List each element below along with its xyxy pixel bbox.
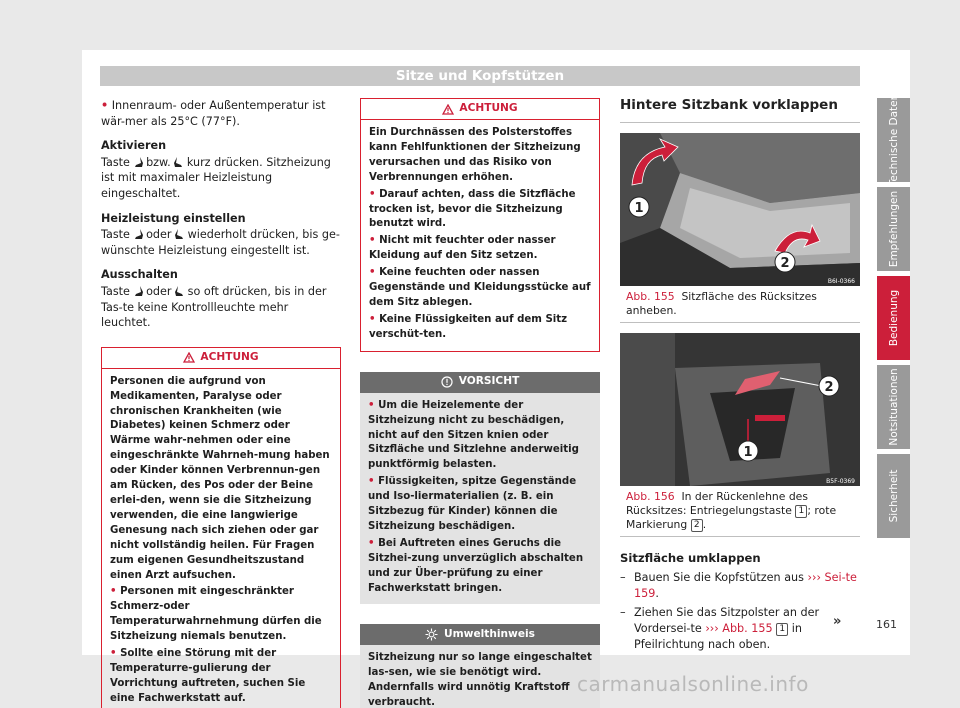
warning-header: ACHTUNG (361, 99, 599, 120)
backrest-release-image (620, 333, 860, 486)
heat-heading: Heizleistung einstellen (101, 211, 246, 225)
column-left (101, 98, 341, 708)
seat-heat-left-icon (134, 229, 143, 239)
tab-technische-daten[interactable]: Technische Daten (877, 98, 910, 182)
section-title: Hintere Sitzbank vorklappen (620, 98, 860, 123)
step-1: – Bauen Sie die Kopfstützen aus ››› Sei-te 159. (620, 571, 857, 600)
page-header: Sitze und Kopfstützen (100, 66, 860, 86)
page-reference-link[interactable]: ››› Sei-te 159 (634, 571, 857, 600)
ref-number: 1 (795, 505, 807, 518)
seat-heat-left-icon (134, 286, 143, 296)
warning-bullet: • Keine feuchten oder nassen Gegenstände und Kleidungsstücke auf dem Sitz ablegen. (369, 267, 591, 308)
environment-header: Umwelthinweis (360, 624, 600, 645)
warning-box-medical (101, 347, 341, 708)
warning-bullet: • Darauf achten, dass die Sitzfläche trocken ist, bevor die Sitzheizung benutzt wird. (369, 188, 576, 230)
figure-marker: 1 (634, 200, 644, 216)
column-middle (360, 98, 600, 708)
warning-bullet: • Sollte eine Störung mit der Temperaturre-gulierung der Vorrichtung auftreten, suchen Sie eine Fachwerkstatt auf. (110, 648, 306, 704)
figure-caption: Abb. 156 In der Rückenlehne des Rücksitzes: Entriegelungstaste 1 ; rote Markierung 2 . (620, 486, 860, 537)
seat-heat-right-icon (174, 157, 183, 167)
warning-text: Personen die aufgrund von Medikamenten, Paralyse oder chronischen Krankheiten (wie Diabetes) keinen Schmerz oder Wärme wahr-nehmen oder eine eingeschränkte Wahrneh-mung haben oder Kinder können Verbrennun-gen am Rücken, des Pos oder der Beine erlei-den, wenn sie die Sitzheizung verwenden, die eine langwierige Genesung nach sich ziehen oder gar nicht vollständig heilen. Für Fragen zum eigenen Gesundheitszustand einen Arzt aufsuchen. (110, 375, 330, 581)
sub-heading: Sitzfläche umklappen (620, 550, 761, 565)
caution-bullet: • Flüssigkeiten, spitze Gegenstände und Iso-liermaterialien (z. B. ein Sitzbezug für Kinder) können die Sitzheizung beschädigen. (368, 476, 577, 532)
column-right (620, 98, 860, 652)
step-2: – Ziehen Sie das Sitzpolster an der Vordersei-te ››› Abb. 155 1 in Pfeilrichtung nach oben. (620, 606, 820, 651)
seat-heat-right-icon (175, 229, 184, 239)
seat-heat-left-icon (134, 157, 143, 167)
intro-bullet: • Innenraum- oder Außentemperatur ist wär-mer als 25°C (77°F). (101, 99, 326, 128)
figure-marker: 2 (780, 255, 790, 271)
figure-marker: 1 (743, 444, 753, 460)
warning-body (102, 369, 340, 708)
warning-box-wet (360, 98, 600, 352)
warning-header: ACHTUNG (102, 348, 340, 369)
environment-icon (425, 628, 438, 641)
figure-code: B6I-0366 (827, 277, 855, 285)
seat-heat-right-icon (175, 286, 184, 296)
seat-cushion-image (620, 133, 860, 286)
watermark: carmanualsonline.info (577, 672, 809, 696)
warning-triangle-icon (442, 104, 454, 115)
figure-backrest-release (620, 333, 860, 486)
tab-bedienung[interactable]: Bedienung (877, 276, 910, 360)
warning-bullet: • Personen mit eingeschränkter Schmerz-oder Temperaturwahrnehmung dürfen die Sitzheizung niemals benutzen. (110, 586, 322, 643)
environment-box (360, 624, 600, 708)
info-circle-icon (441, 376, 453, 388)
caution-body (360, 393, 600, 605)
tab-notsituationen[interactable]: Notsituationen (877, 365, 910, 449)
tab-sicherheit[interactable]: Sicherheit (877, 454, 910, 538)
ref-number: 2 (691, 519, 703, 532)
continue-marker: » (833, 614, 842, 629)
caution-header: VORSICHT (360, 372, 600, 393)
caution-box (360, 372, 600, 605)
warning-body (361, 120, 599, 351)
caution-bullet: • Um die Heizelemente der Sitzheizung nicht zu beschädigen, nicht auf den Sitzen knien oder Sitzfläche und Sitzlehne anderweitig punktförmig belasten. (368, 399, 579, 471)
figure-caption: Abb. 155 Sitzfläche des Rücksitzes anheben. (620, 286, 860, 323)
figure-marker: 2 (824, 379, 834, 395)
off-text: Taste oder so oft drücken, bis in der Tas-te keine Kontrollleuchte mehr leuchtet. (101, 284, 327, 330)
chapter-tabs (877, 93, 910, 543)
figure-reference-link[interactable]: ››› Abb. 155 (705, 621, 773, 635)
figure-seat-cushion (620, 133, 860, 286)
activate-heading: Aktivieren (101, 139, 167, 153)
warning-text: Ein Durchnässen des Polsterstoffes kann Fehlfunktionen der Sitzheizung verursachen und das Risiko von Verbrennungen erhöhen. (369, 127, 581, 183)
ref-number: 1 (776, 623, 788, 636)
caution-bullet: • Bei Auftreten eines Geruchs die Sitzhei-zung unverzüglich abschalten und zur Über-prüfung zu einer Fachwerkstatt bringen. (368, 537, 584, 594)
heat-text: Taste oder wiederholt drücken, bis ge-wünschte Heizleistung eingestellt ist. (101, 228, 340, 257)
environment-body: Sitzheizung nur so lange eingeschaltet las-sen, wie sie benötigt wird. Andernfalls wird unnötig Kraftstoff verbraucht. (368, 652, 592, 708)
warning-bullet: • Nicht mit feuchter oder nasser Kleidung auf den Sitz setzen. (369, 235, 556, 262)
warning-bullet: • Keine Flüssigkeiten auf dem Sitz verschüt-ten. (369, 313, 568, 340)
page-number: 161 (876, 618, 897, 631)
tab-empfehlungen[interactable]: Empfehlungen (877, 187, 910, 271)
figure-code: B5F-0369 (826, 477, 855, 485)
activate-text: Taste bzw. kurz drücken. Sitzheizung ist mit maximaler Heizleistung eingeschaltet. (101, 155, 331, 200)
off-heading: Ausschalten (101, 268, 178, 282)
warning-triangle-icon (183, 352, 195, 363)
